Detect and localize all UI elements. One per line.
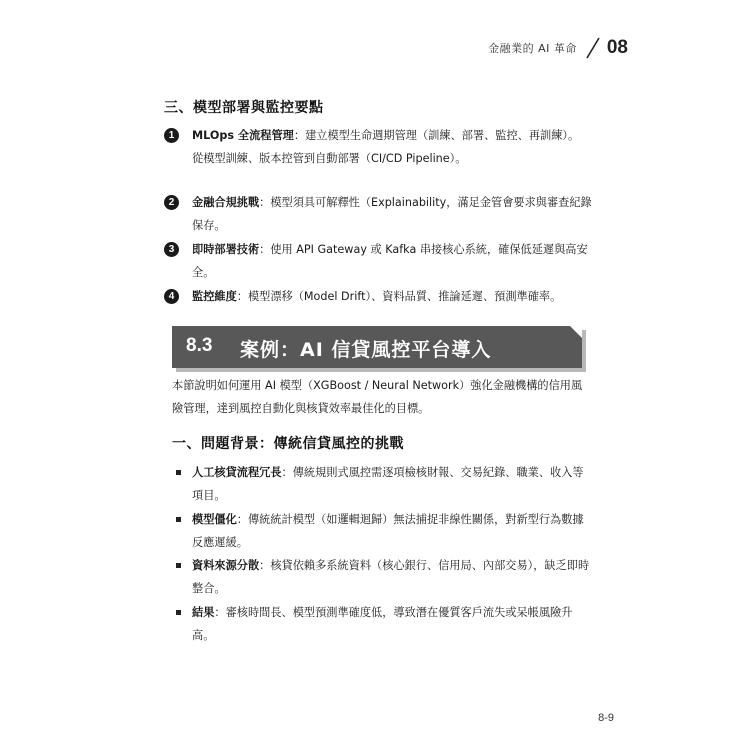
item-sub-text: 從模型訓練、版本控管到自動部署（CI/CD Pipeline）。 <box>192 152 467 165</box>
number-marker-icon: 4 <box>164 289 179 304</box>
numbered-item <box>164 285 594 308</box>
bullet-item <box>172 508 592 554</box>
bullet-item <box>172 461 592 507</box>
item-lead: 監控維度 <box>192 290 237 303</box>
section-banner <box>172 326 582 368</box>
square-bullet-icon <box>176 610 181 615</box>
item-text: ：建立模型生命週期管理（訓練、部署、監控、再訓練）。 <box>293 129 580 142</box>
square-bullet-icon <box>176 517 181 522</box>
number-marker-icon: 3 <box>164 242 179 257</box>
item-lead: MLOps 全流程管理 <box>192 129 294 142</box>
chapter-number: 08 <box>606 37 628 58</box>
item-lead: 即時部署技術 <box>192 243 260 256</box>
bullet-item <box>172 554 592 600</box>
item-text: ：模型漂移（Model Drift）、資料品質、推論延遲、預測準確率。 <box>236 290 562 303</box>
item-text: ：傳統規則式風控需逐項檢核財報、交易紀錄、職業、收入等項目。 <box>192 466 584 502</box>
item-text: ：核貸依賴多系統資料（核心銀行、信用局、內部交易），缺乏即時整合。 <box>192 559 590 595</box>
book-title: 金融業的 AI 革命 <box>488 42 577 55</box>
bullet-item <box>172 601 592 647</box>
intro-paragraph: 本節說明如何運用 AI 模型（XGBoost / Neural Network）強化金融機構的信用風險管理，達到風控自動化與核貸效率最佳化的目標。 <box>172 379 583 415</box>
item-lead: 人工核貸流程冗長 <box>192 466 282 479</box>
running-header <box>488 36 628 60</box>
number-marker-icon: 1 <box>164 128 179 143</box>
numbered-item <box>164 191 594 237</box>
item-lead: 結果 <box>192 606 215 619</box>
page-number: 8-9 <box>598 712 614 724</box>
numbered-item <box>164 124 594 170</box>
item-text: ：模型須具可解釋性（Explainability，滿足金管會要求與審查紀錄保存。 <box>192 196 592 232</box>
item-lead: 資料來源分散 <box>192 559 260 572</box>
problem-heading: 一、問題背景：傳統信貸風控的挑戰 <box>172 436 404 452</box>
item-lead: 模型僵化 <box>192 513 237 526</box>
deploy-heading: 三、模型部署與監控要點 <box>164 100 324 116</box>
section-number: 8.3 <box>186 335 213 356</box>
number-marker-icon: 2 <box>164 195 179 210</box>
square-bullet-icon <box>176 563 181 568</box>
section-title: 案例：AI 信貸風控平台導入 <box>240 339 492 361</box>
slash-divider-icon <box>585 37 601 59</box>
item-text: ：傳統統計模型（如邏輯迴歸）無法捕捉非線性關係，對新型行為數據反應遲緩。 <box>192 513 584 549</box>
item-text: ：審核時間長、模型預測準確度低，導致潛在優質客戶流失或呆帳風險升高。 <box>192 606 573 642</box>
item-lead: 金融合規挑戰 <box>192 196 260 209</box>
numbered-item <box>164 238 594 284</box>
item-text: ：使用 API Gateway 或 Kafka 串接核心系統，確保低延遲與高安全。 <box>192 243 588 279</box>
banner-corner-notch <box>570 326 582 338</box>
square-bullet-icon <box>176 470 181 475</box>
